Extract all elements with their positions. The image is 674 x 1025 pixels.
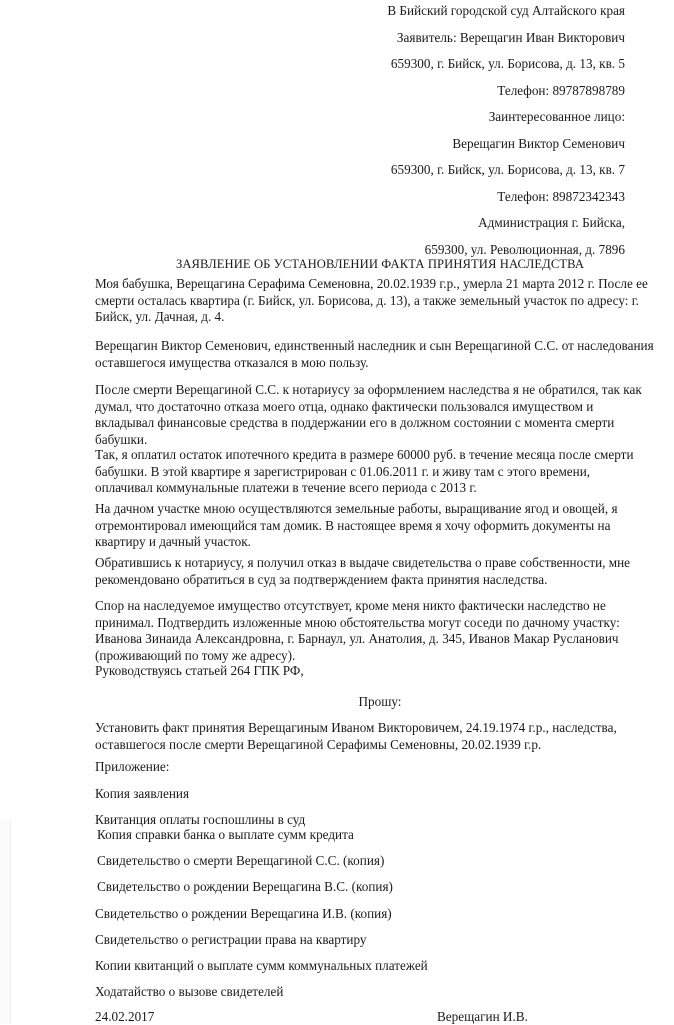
- paragraph-line: Моя бабушка, Верещагина Серафима Семеновна, 20.02.1939 г.р., умерла 21 марта 2012 г. После ее: [95, 276, 648, 291]
- paragraph-line: думал, что достаточно отказа моего отца, однако фактически пользовался имуществом и: [95, 398, 594, 414]
- court-name: В Бийский городской суд Алтайского края: [387, 3, 625, 18]
- paragraph-2: [95, 338, 654, 371]
- applicant-name: Заявитель: Верещагин Иван Викторович: [396, 29, 625, 45]
- request-label: Прошу:: [358, 694, 402, 709]
- paragraph-1: [95, 276, 648, 326]
- paragraph-line: бабушки. В этой квартире я зарегистрирован с 01.06.2011 г. и живу там с этого времени,: [95, 463, 591, 479]
- administration-name: Администрация г. Бийска,: [478, 215, 625, 230]
- request-line: оставшегося после смерти Верещагиной Серафимы Семеновны, 20.02.1939 г.р.: [95, 736, 542, 752]
- attachment-item: Свидетельство о рождении Верещагина И.В. (копия): [95, 906, 392, 921]
- attachment-item: Копии квитанций о выплате сумм коммунальных платежей: [95, 958, 428, 973]
- interested-party-name: Верещагин Виктор Семенович: [452, 135, 625, 151]
- paragraph-line: рекомендовано обратиться в суд за подтверждением факта принятия наследства.: [95, 571, 548, 587]
- paragraph-line: Иванова Зинаида Александровна, г. Барнаул, ул. Анатолия, д. 345, Иванов Макар Русланович: [95, 631, 619, 646]
- signature-name: Верещагин И.В.: [437, 1009, 528, 1024]
- request-text: [95, 720, 617, 753]
- paragraph-line: Обратившись к нотариусу, я получил отказ в выдаче свидетельства о праве собственности, мне: [95, 555, 631, 570]
- attachment-item: Копия заявления: [95, 786, 190, 801]
- paragraph-line: Спор на наследуемое имущество отсутствует, кроме меня никто фактически наследство не: [95, 598, 606, 613]
- document-title: ЗАЯВЛЕНИЕ ОБ УСТАНОВЛЕНИИ ФАКТА ПРИНЯТИЯ НАСЛЕДСТВА: [175, 257, 585, 271]
- paragraph-line: Руководствуясь статьей 264 ГПК РФ,: [95, 663, 304, 678]
- paragraph-line: Верещагин Виктор Семенович, единственный наследник и сын Верещагиной С.С. от наследования: [95, 338, 654, 353]
- addressee-block: [387, 2, 625, 267]
- paragraph-line: вкладывал финансовые средства в поддержании его в должном состоянии с момента смерти: [95, 415, 615, 430]
- paragraph-line: На дачном участке мною осуществляются земельные работы, выращивание ягод и овощей, я: [95, 501, 618, 516]
- applicant-phone: Телефон: 89787898789: [497, 82, 625, 98]
- attachment-item: Свидетельство о смерти Верещагиной С.С. (копия): [97, 853, 385, 868]
- request-line: Установить факт принятия Верещагиным Иваном Викторовичем, 24.19.1974 г.р., наследства,: [95, 720, 617, 735]
- applicant-address: 659300, г. Бийск, ул. Борисова, д. 13, кв. 5: [390, 56, 625, 71]
- administration-address: 659300, ул. Революционная, д. 7896: [424, 241, 625, 257]
- paragraph-6: [95, 555, 630, 588]
- interested-party-label: Заинтересованное лицо:: [488, 109, 625, 124]
- attachment-item: Ходатайство о вызове свидетелей: [95, 984, 284, 999]
- attachments-label: Приложение:: [95, 759, 170, 774]
- paragraph-line: оплачивал коммунальные платежи в течение всего периода с 2013 г.: [95, 480, 477, 495]
- paragraph-line: Так, я оплатил остаток ипотечного кредита в размере 60000 руб. в течение месяца после смерти: [95, 447, 634, 462]
- paragraph-line: отремонтировал имеющийся там домик. В настоящее время я хочу оформить документы на: [95, 517, 611, 533]
- signing-date: 24.02.2017: [95, 1009, 155, 1024]
- scan-edge-shadow: [0, 820, 11, 1024]
- paragraph-7: [95, 598, 620, 664]
- attachment-item: Квитанция оплаты госпошлины в суд: [95, 812, 306, 827]
- paragraph-4: [95, 447, 634, 497]
- paragraph-line: Бийск, ул. Дачная, д. 4.: [95, 309, 225, 324]
- paragraph-3: [95, 382, 642, 448]
- interested-party-phone: Телефон: 89872342343: [497, 188, 625, 204]
- attachment-item: Свидетельство о регистрации права на квартиру: [95, 932, 367, 947]
- attachment-item: Копия справки банка о выплате сумм кредита: [97, 827, 354, 842]
- legal-basis: [95, 663, 304, 680]
- interested-party-address: 659300, г. Бийск, ул. Борисова, д. 13, кв. 7: [390, 162, 625, 177]
- paragraph-line: (проживающий по тому же адресу).: [95, 647, 296, 663]
- paragraph-line: После смерти Верещагиной С.С. к нотариусу за оформлением наследства я не обратился, так как: [95, 382, 642, 397]
- paragraph-line: смерти осталась квартира (г. Бийск, ул. Борисова, д. 13), а также земельный участок по адресу: г.: [95, 292, 639, 308]
- paragraph-line: принимал. Подтвердить изложенные мною обстоятельства могут соседи по дачному участку:: [95, 614, 620, 630]
- attachment-item: Свидетельство о рождении Верещагина В.С. (копия): [97, 879, 393, 894]
- paragraph-5: [95, 501, 618, 551]
- paragraph-line: оставшегося имущества отказался в мою пользу.: [95, 354, 369, 370]
- paragraph-line: квартиру и дачный участок.: [95, 534, 251, 549]
- paragraph-line: бабушки.: [95, 431, 148, 447]
